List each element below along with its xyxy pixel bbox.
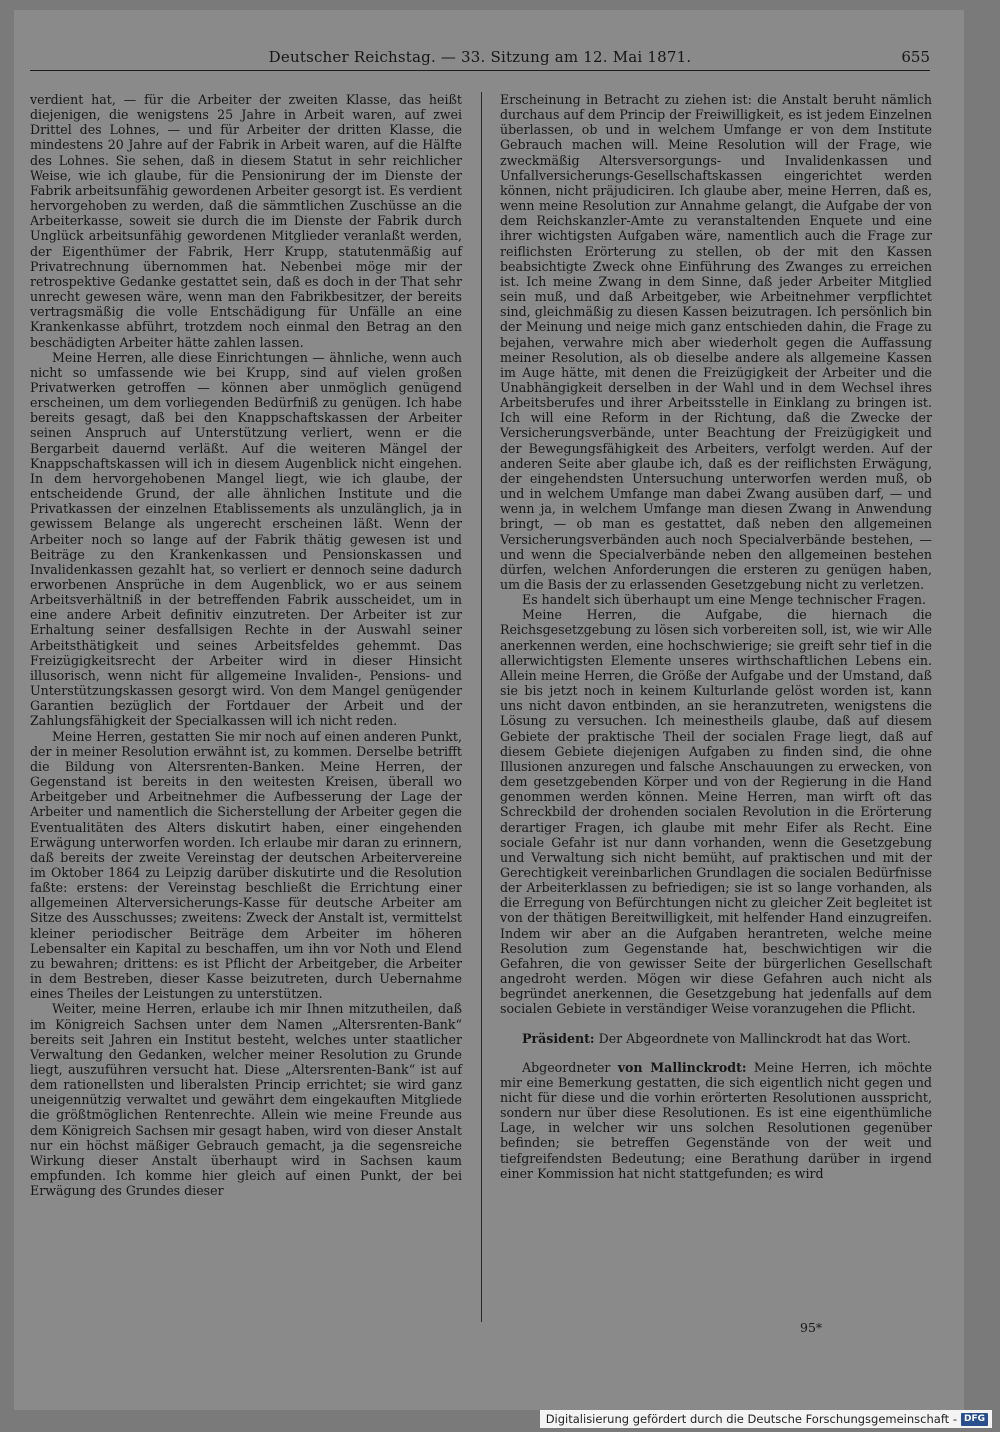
paragraph: Es handelt sich überhaupt um eine Menge technischer Fragen. — [522, 592, 927, 608]
paragraph: Meine Herren, die Aufgabe, die hiernach die Reichsgesetzgebung zu lösen sich vorbereiten soll, ist, wie wir Alle anerkennen werden, eine hochschwierige; sie greift sehr tief in die allerwichtigsten Elemente unseres wirthschaftlichen Lebens ein. Allein meine Herren, die Größe der Aufgabe und der Umstand, daß sie bis jetzt noch in keinem Kulturlande gelöst worden ist, kann uns nicht davon entbinden, an sie heranzutreten, wenigstens die Lösung zu versuchen. Ich meinestheils glaube, daß auf diesem Gebiete der praktische Theil der socialen Frage liegt, daß auf diesem Gebiete diejenigen Aufgaben zu finden sind, die ohne Illusionen anzuregen und falsche Anschauungen zu erwecken, von dem gesetzgebenden Körper und von der Regierung in die Hand genommen werden können. Meine Herren, man wirft oft das Schreckbild der drohenden socialen Revolution in die Erörterung derartiger Fragen, ich glaube mit mehr Eifer als Recht. Eine sociale Gefahr ist nur dann vorhanden, wenn die Gesetzgebung und Verwaltung sich nicht bemüht, auf praktischen und mit der Gerechtigkeit vereinbarlichen Grundlagen die socialen Bedürfnisse der Arbeiterklassen zu befriedigen; sie ist so lange vorhanden, als die Erregung von Befürchtungen nicht zu gleicher Zeit begleitet ist von der thätigen Bereitwilligkeit, mit helfender Hand einzugreifen. Indem wir aber an die Aufgaben herantreten, welche meine Resolution zum Gegenstande hat, beschwichtigen wir die Gefahren, die von gewisser Seite der bürgerlichen Gesellschaft angedroht werden. Mögen wir diese Gefahren auch nicht als begründet anerkennen, die Gesetzgebung hat jedenfalls auf dem socialen Gebiete in verständiger Weise voranzugehen die Pflicht. — [500, 607, 932, 1017]
sheet-number: 95* — [800, 1320, 823, 1335]
column-divider — [481, 92, 482, 1322]
paragraph: Meine Herren, alle diese Einrichtungen — ähnliche, wenn auch nicht so umfassende wie bei Krupp, sind auf vielen großen Privatwerken getroffen — können aber unmöglich genügend erscheinen, um dem vorliegenden Bedürfniß zu genügen. Ich habe bereits gesagt, daß bei den Knappschaftskassen der Arbeiter seinen Anspruch auf Unterstützung verliert, wenn er die Bergarbeit dauernd verläßt. Auf die weiteren Mängel der Knappschaftskassen will ich in diesem Augenblick nicht eingehen. In dem hervorgehobenen Mangel liegt, wie ich glaube, der entscheidende Grund, der alle ähnlichen Institute und die Privatkassen der einzelnen Etablissements als unzulänglich, ja in gewissem Belange als ungerecht erscheinen läßt. Wenn der Arbeiter noch so lange auf der Fabrik thätig gewesen ist und Beiträge zu den Krankenkassen und Pensionskassen und Invalidenkassen gezahlt hat, so verliert er dennoch seine dadurch erworbenen Ansprüche in dem Augenblick, wo er aus seinem Arbeitsverhältniß in der betreffenden Fabrik ausscheidet, um in eine andere Arbeit definitiv einzutreten. Der Arbeiter ist zur Erhaltung seiner desfallsigen Rechte in der Auswahl seiner Arbeitsthätigkeit und seines Arbeitsfeldes gehemmt. Das Freizügigkeitsrecht der Arbeiter wird in dieser Hinsicht illusorisch, wenn nicht für allgemeine Invaliden-, Pensions- und Unterstützungskassen gesorgt wird. Von dem Mangel genügender Garantien bezüglich der Fortdauer der Arbeit und der Zahlungsfähigkeit der Specialkassen will ich nicht reden. — [30, 349, 462, 729]
president-label: Präsident: — [522, 1030, 595, 1046]
speaker-name: von Mallinckrodt: — [617, 1059, 747, 1075]
page-header — [30, 48, 930, 71]
header-title: Deutscher Reichstag. — 33. Sitzung am 12. Mai 1871. — [268, 48, 692, 66]
right-column — [500, 92, 932, 1181]
paragraph: Meine Herren, gestatten Sie mir noch auf einen anderen Punkt, der in meiner Resolution erwähnt ist, zu kommen. Derselbe betrifft die Bildung von Altersrenten-Banken. Meine Herren, der Gegenstand ist bereits in den weitesten Kreisen, überall wo Arbeitgeber und Arbeitnehmer die Aufbesserung der Lage der Arbeiter und namentlich die Sicherstellung der Arbeiter gegen die Eventualitäten des Alters diskutirt haben, einer eingehenden Erwägung unterworfen worden. Ich erlaube mir daran zu erinnern, daß bereits der zweite Vereinstag der deutschen Arbeitervereine im Oktober 1864 zu Leipzig darüber diskutirte und die Resolution faßte: erstens: der Vereinstag beschließt die Errichtung einer allgemeinen Alterversicherungs-Kasse für deutsche Arbeiter am Sitze des Ausschusses; zweitens: Zweck der Anstalt ist, vermittelst kleiner periodischer Beiträge dem Arbeiter im höheren Lebensalter ein Kapital zu beschaffen, um ihn vor Noth und Elend zu bewahren; drittens: es ist Pflicht der Arbeitgeber, die Arbeiter in dem Bestreben, dieser Kasse beizutreten, durch Uebernahme eines Theiles der Leistungen zu unterstützen. — [30, 728, 462, 1002]
footer-text: Digitalisierung gefördert durch die Deutsche Forschungsgemeinschaft - — [545, 1412, 957, 1426]
speaker-paragraph — [500, 1060, 932, 1181]
president-text: Der Abgeordnete von Mallinckrodt hat das Wort. — [598, 1030, 911, 1046]
speaker-prefix: Abgeordneter — [522, 1059, 611, 1075]
paragraph: Erscheinung in Betracht zu ziehen ist: die Anstalt beruht nämlich durchaus auf dem Princip der Freiwilligkeit, es ist jedem Einzelnen überlassen, ob und in welchem Umfange er von dem Institute Gebrauch machen will. Meine Resolution will der Frage, wie zweckmäßig Altersversorgungs- und Invalidenkassen und Unfallversicherungs-Gesellschaftskassen eingerichtet werden können, nicht präjudiciren. Ich glaube aber, meine Herren, daß es, wenn meine Resolution zur Annahme gelangt, die Aufgabe der von dem Reichskanzler-Amte zu veranstaltenden Enquete und eine ihrer wichtigsten Aufgaben wäre, namentlich auch die Frage zur reiflichsten Erörterung zu stellen, ob der mit den Kassen beabsichtigte Zweck ohne Einführung des Zwanges zu erreichen ist. Ich meine Zwang in dem Sinne, daß jeder Arbeiter Mitglied sein muß, und daß Arbeitgeber, wie Arbeitnehmer verpflichtet sind, gleichmäßig zu diesen Kassen beizutragen. Ich persönlich bin der Meinung und neige mich ganz entschieden dahin, die Frage zu bejahen, verwahre mich aber wiederholt gegen die Auffassung meiner Resolution, als ob dieselbe andere als allgemeine Kassen im Auge hätte, mit denen die Freizügigkeit der Arbeiter und die Unabhängigkeit derselben in der Wahl und in dem Wechsel ihres Arbeitsberufes und ihrer Arbeitsstelle in Einklang zu bringen ist. Ich will eine Reform in der Richtung, daß die Zwecke der Versicherungsverbände, unter Beachtung der Freizügigkeit und der Bewegungsfähigkeit des Arbeiters, verfolgt werden. Auf der anderen Seite aber glaube ich, daß es der reiflichsten Erwägung, der eingehendsten Untersuchung unterworfen werden muß, ob und in welchem Umfange man dabei Zwang ausüben darf, — und wenn ja, in welchem Umfange man diesen Zwang in Anwendung bringt, — ob man es gestattet, daß neben den allgemeinen Versicherungsverbänden auch noch Specialverbände bestehen, — und wenn die Specialverbände neben den allgemeinen bestehen dürfen, welchen Anforderungen die ersteren zu genügen haben, um die Basis der zu erlassenden Gesetzgebung nicht zu verletzen. — [500, 92, 932, 592]
speaker-text: Meine Herren, ich möchte mir eine Bemerkung gestatten, die sich eigentlich nicht gegen und nicht für diese und die vorhin erörterten Resolutionen ausspricht, sondern nur über diese Resolutionen. Es ist eine eigenthümliche Lage, in welcher wir uns solchen Resolutionen gegenüber befinden; sie betreffen Gegenstände von der weit und tiefgreifendsten Bedeutung; eine Berathung darüber in irgend einer Kommission hat nicht stattgefunden; es wird — [500, 1059, 932, 1181]
paragraph: verdient hat, — für die Arbeiter der zweiten Klasse, das heißt diejenigen, die wenigstens 25 Jahre in Arbeit waren, auf zwei Drittel des Lohnes, — und für Arbeiter der dritten Klasse, die mindestens 20 Jahre auf der Fabrik in Arbeit waren, auf die Hälfte des Lohnes. Sie sehen, daß in diesem Statut in sehr reichlicher Weise, wie ich glaube, für die Pensionirung der im Dienste der Fabrik arbeitsunfähig gewordenen Arbeiter gesorgt ist. Es verdient hervorgehoben zu werden, daß die sämmtlichen Zuschüsse an die Arbeiterkasse, soweit sie durch die im Dienste der Fabrik durch Unglück arbeitsunfähig gewordenen Mitglieder veranlaßt werden, der Eigenthümer der Fabrik, Herr Krupp, statutenmäßig auf Privatrechnung übernommen hat. Nebenbei möge mir der retrospektive Gedanke gestattet sein, daß es doch in der That sehr unrecht gewesen wäre, wenn man den Fabrikbesitzer, der bereits vertragsmäßig die volle Entschädigung für Unfälle an eine Krankenkasse abführt, trotzdem noch einmal den Betrag an den beschädigten Arbeiter hätte zahlen lassen. — [30, 92, 462, 350]
president-paragraph — [500, 1031, 932, 1046]
dfg-logo: DFG — [961, 1413, 988, 1426]
left-column — [30, 92, 462, 1198]
page-number: 655 — [901, 48, 930, 66]
footer-credit — [540, 1410, 992, 1428]
paragraph: Weiter, meine Herren, erlaube ich mir Ihnen mitzutheilen, daß im Königreich Sachsen unter dem Namen „Altersrenten-Bank“ bereits seit Jahren ein Institut besteht, welches unter staatlicher Verwaltung den Gedanken, welcher meiner Resolution zu Grunde liegt, auszuführen versucht hat. Diese „Altersrenten-Bank“ ist auf dem rationellsten und liberalsten Princip errichtet; sie wird ganz uneigennützig verwaltet und gewährt dem eingekauften Mitgliede die größtmöglichen Rentenrechte. Allein wie meine Freunde aus dem Königreich Sachsen mir gesagt haben, wird von dieser Anstalt nur ein höchst mäßiger Gebrauch gemacht, ja die segensreiche Wirkung dieser Anstalt überhaupt wird in Sachsen kaum empfunden. Ich komme hier gleich auf einen Punkt, der bei Erwägung des Grundes dieser — [30, 1001, 462, 1199]
